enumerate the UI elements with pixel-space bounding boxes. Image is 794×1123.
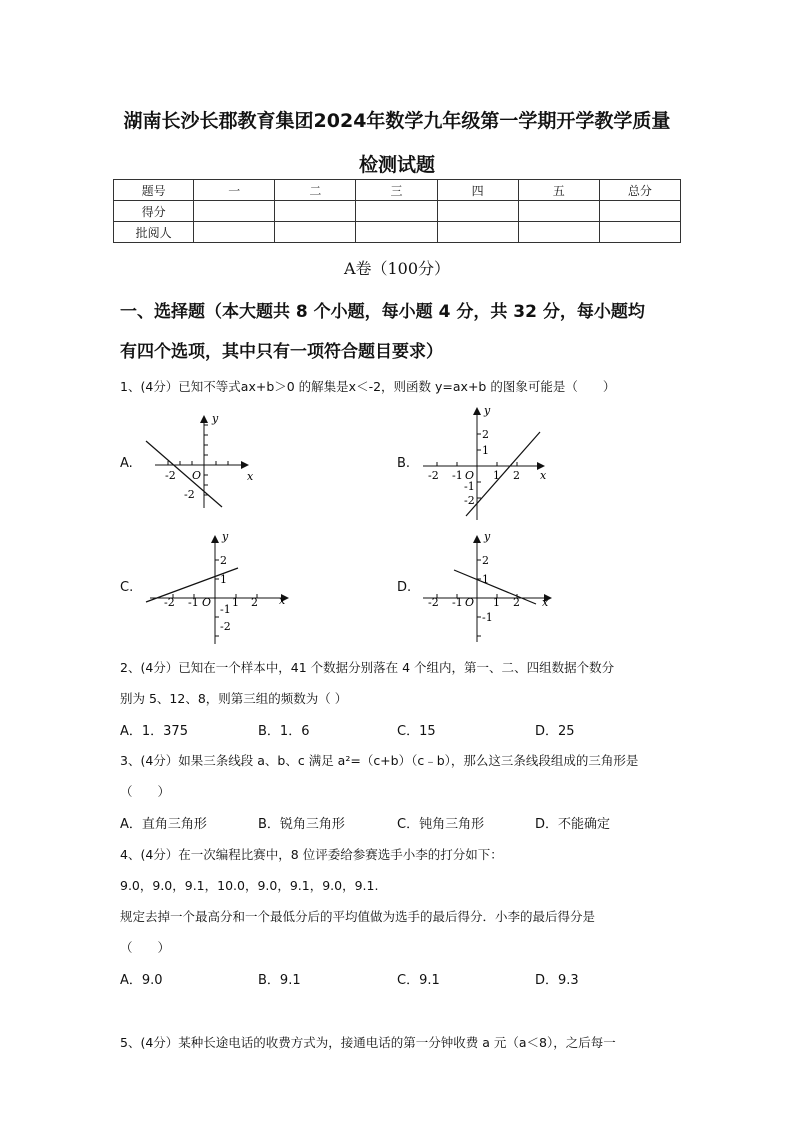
y-axis-label: y — [484, 530, 491, 543]
tick-label: -1 — [188, 596, 199, 609]
q2-option-d: D．25 — [535, 724, 575, 739]
question-4-line1: 4、(4分）在一次编程比赛中，8 位评委给参赛选手小李的打分如下： — [120, 847, 503, 862]
header-cell: 五 — [518, 180, 599, 201]
score-cell — [194, 201, 275, 222]
tick-label: 2 — [482, 428, 489, 441]
y-axis-label: y — [212, 412, 219, 425]
score-cell — [518, 222, 599, 243]
score-cell — [518, 201, 599, 222]
header-cell: 三 — [356, 180, 437, 201]
y-axis-label: y — [484, 404, 491, 417]
tick-label: -2 — [165, 469, 176, 482]
tick-label: 1 — [232, 596, 239, 609]
tick-label: -1 — [452, 596, 463, 609]
q4-option-c: C．9.1 — [397, 973, 440, 988]
option-b-label: B. — [397, 456, 411, 471]
q2-option-b: B．1．6 — [258, 724, 310, 739]
score-cell — [356, 201, 437, 222]
tick-label: 1 — [493, 596, 500, 609]
q3-option-b: B．锐角三角形 — [258, 817, 345, 832]
score-cell — [275, 201, 356, 222]
tick-label: 2 — [251, 596, 258, 609]
question-4-line4: （ ） — [120, 940, 171, 955]
score-table-header-row — [114, 180, 681, 201]
section-a-heading: A卷（100分） — [343, 259, 451, 278]
tick-label: -2 — [428, 469, 439, 482]
header-cell: 总分 — [599, 180, 680, 201]
tick-label: 1 — [493, 469, 500, 482]
score-table — [113, 179, 681, 243]
option-a-label: A. — [120, 456, 133, 471]
header-cell: 二 — [275, 180, 356, 201]
x-axis-label: x — [247, 470, 254, 483]
tick-label: 2 — [513, 469, 520, 482]
question-2-line2: 别为 5、12、8，则第三组的频数为（ ） — [120, 691, 348, 706]
tick-label: -2 — [464, 494, 475, 507]
section-one-heading-line1: 一、选择题（本大题共 8 个小题，每小题 4 分，共 32 分，每小题均 — [120, 302, 645, 322]
q4-option-d: D．9.3 — [535, 973, 579, 988]
tick-label: 2 — [220, 554, 227, 567]
x-axis-label: x — [279, 594, 286, 607]
q3-option-a: A．直角三角形 — [120, 817, 207, 832]
tick-label: -2 — [428, 596, 439, 609]
document-title-line1: 湖南长沙长郡教育集团2024年数学九年级第一学期开学教学质量 — [123, 110, 671, 132]
header-cell: 一 — [194, 180, 275, 201]
option-c-label: C. — [120, 580, 134, 595]
tick-label: 1 — [220, 573, 227, 586]
question-2-line1: 2、(4分）已知在一个样本中，41 个数据分别落在 4 个组内，第一、二、四组数据个数分 — [120, 660, 615, 675]
question-4-line3: 规定去掉一个最高分和一个最低分后的平均值做为选手的最后得分．小李的最后得分是 — [120, 909, 596, 924]
graph-c — [140, 528, 290, 646]
question-4-line2: 9.0，9.0，9.1，10.0，9.0，9.1，9.0，9.1. — [120, 878, 379, 893]
origin-label: O — [202, 596, 212, 609]
q3-option-d: D．不能确定 — [535, 817, 611, 832]
tick-label: -1 — [464, 480, 475, 493]
header-cell: 四 — [437, 180, 518, 201]
tick-label: -2 — [220, 620, 231, 633]
tick-label: -1 — [482, 611, 493, 624]
tick-label: -2 — [184, 488, 195, 501]
x-axis-label: x — [542, 596, 549, 609]
origin-label: O — [465, 469, 475, 482]
document-title-line2: 检测试题 — [358, 154, 435, 176]
tick-label: 2 — [482, 554, 489, 567]
reviewer-row — [114, 222, 681, 243]
tick-label: 2 — [513, 596, 520, 609]
q2-option-a: A．1．375 — [120, 724, 188, 739]
graph-b — [418, 400, 554, 524]
score-row — [114, 201, 681, 222]
tick-label: -1 — [452, 469, 463, 482]
q2-option-c: C．15 — [397, 724, 436, 739]
score-cell — [194, 222, 275, 243]
question-1-text: 1、(4分）已知不等式ax+b＞0 的解集是x＜-2，则函数 y=ax+b 的图象可能是（ ） — [120, 379, 616, 394]
header-cell: 题号 — [114, 180, 194, 201]
score-cell — [437, 201, 518, 222]
origin-label: O — [192, 469, 202, 482]
row-label: 批阅人 — [114, 222, 194, 243]
tick-label: -2 — [164, 596, 175, 609]
graph-d — [418, 528, 558, 646]
question-3-line2: （ ） — [120, 784, 171, 799]
q4-option-b: B．9.1 — [258, 973, 301, 988]
q4-option-a: A．9.0 — [120, 973, 163, 988]
score-cell — [599, 201, 680, 222]
score-cell — [356, 222, 437, 243]
q3-option-c: C．钝角三角形 — [397, 817, 485, 832]
origin-label: O — [465, 596, 475, 609]
score-cell — [599, 222, 680, 243]
section-one-heading-line2: 有四个选项，其中只有一项符合题目要求） — [120, 342, 443, 362]
score-cell — [437, 222, 518, 243]
question-3-line1: 3、(4分）如果三条线段 a、b、c 满足 a²=（c+b）（c﹣b），那么这三条线段组成的三角形是 — [120, 753, 639, 768]
row-label: 得分 — [114, 201, 194, 222]
score-cell — [275, 222, 356, 243]
tick-label: -1 — [220, 603, 231, 616]
option-d-label: D. — [397, 580, 412, 595]
y-axis-label: y — [222, 530, 229, 543]
x-axis-label: x — [540, 469, 547, 482]
tick-label: 1 — [482, 573, 489, 586]
tick-label: 1 — [482, 444, 489, 457]
graph-a — [140, 408, 260, 518]
question-5-text: 5、(4分）某种长途电话的收费方式为，接通电话的第一分钟收费 a 元（a＜8），之后每一 — [120, 1035, 616, 1050]
